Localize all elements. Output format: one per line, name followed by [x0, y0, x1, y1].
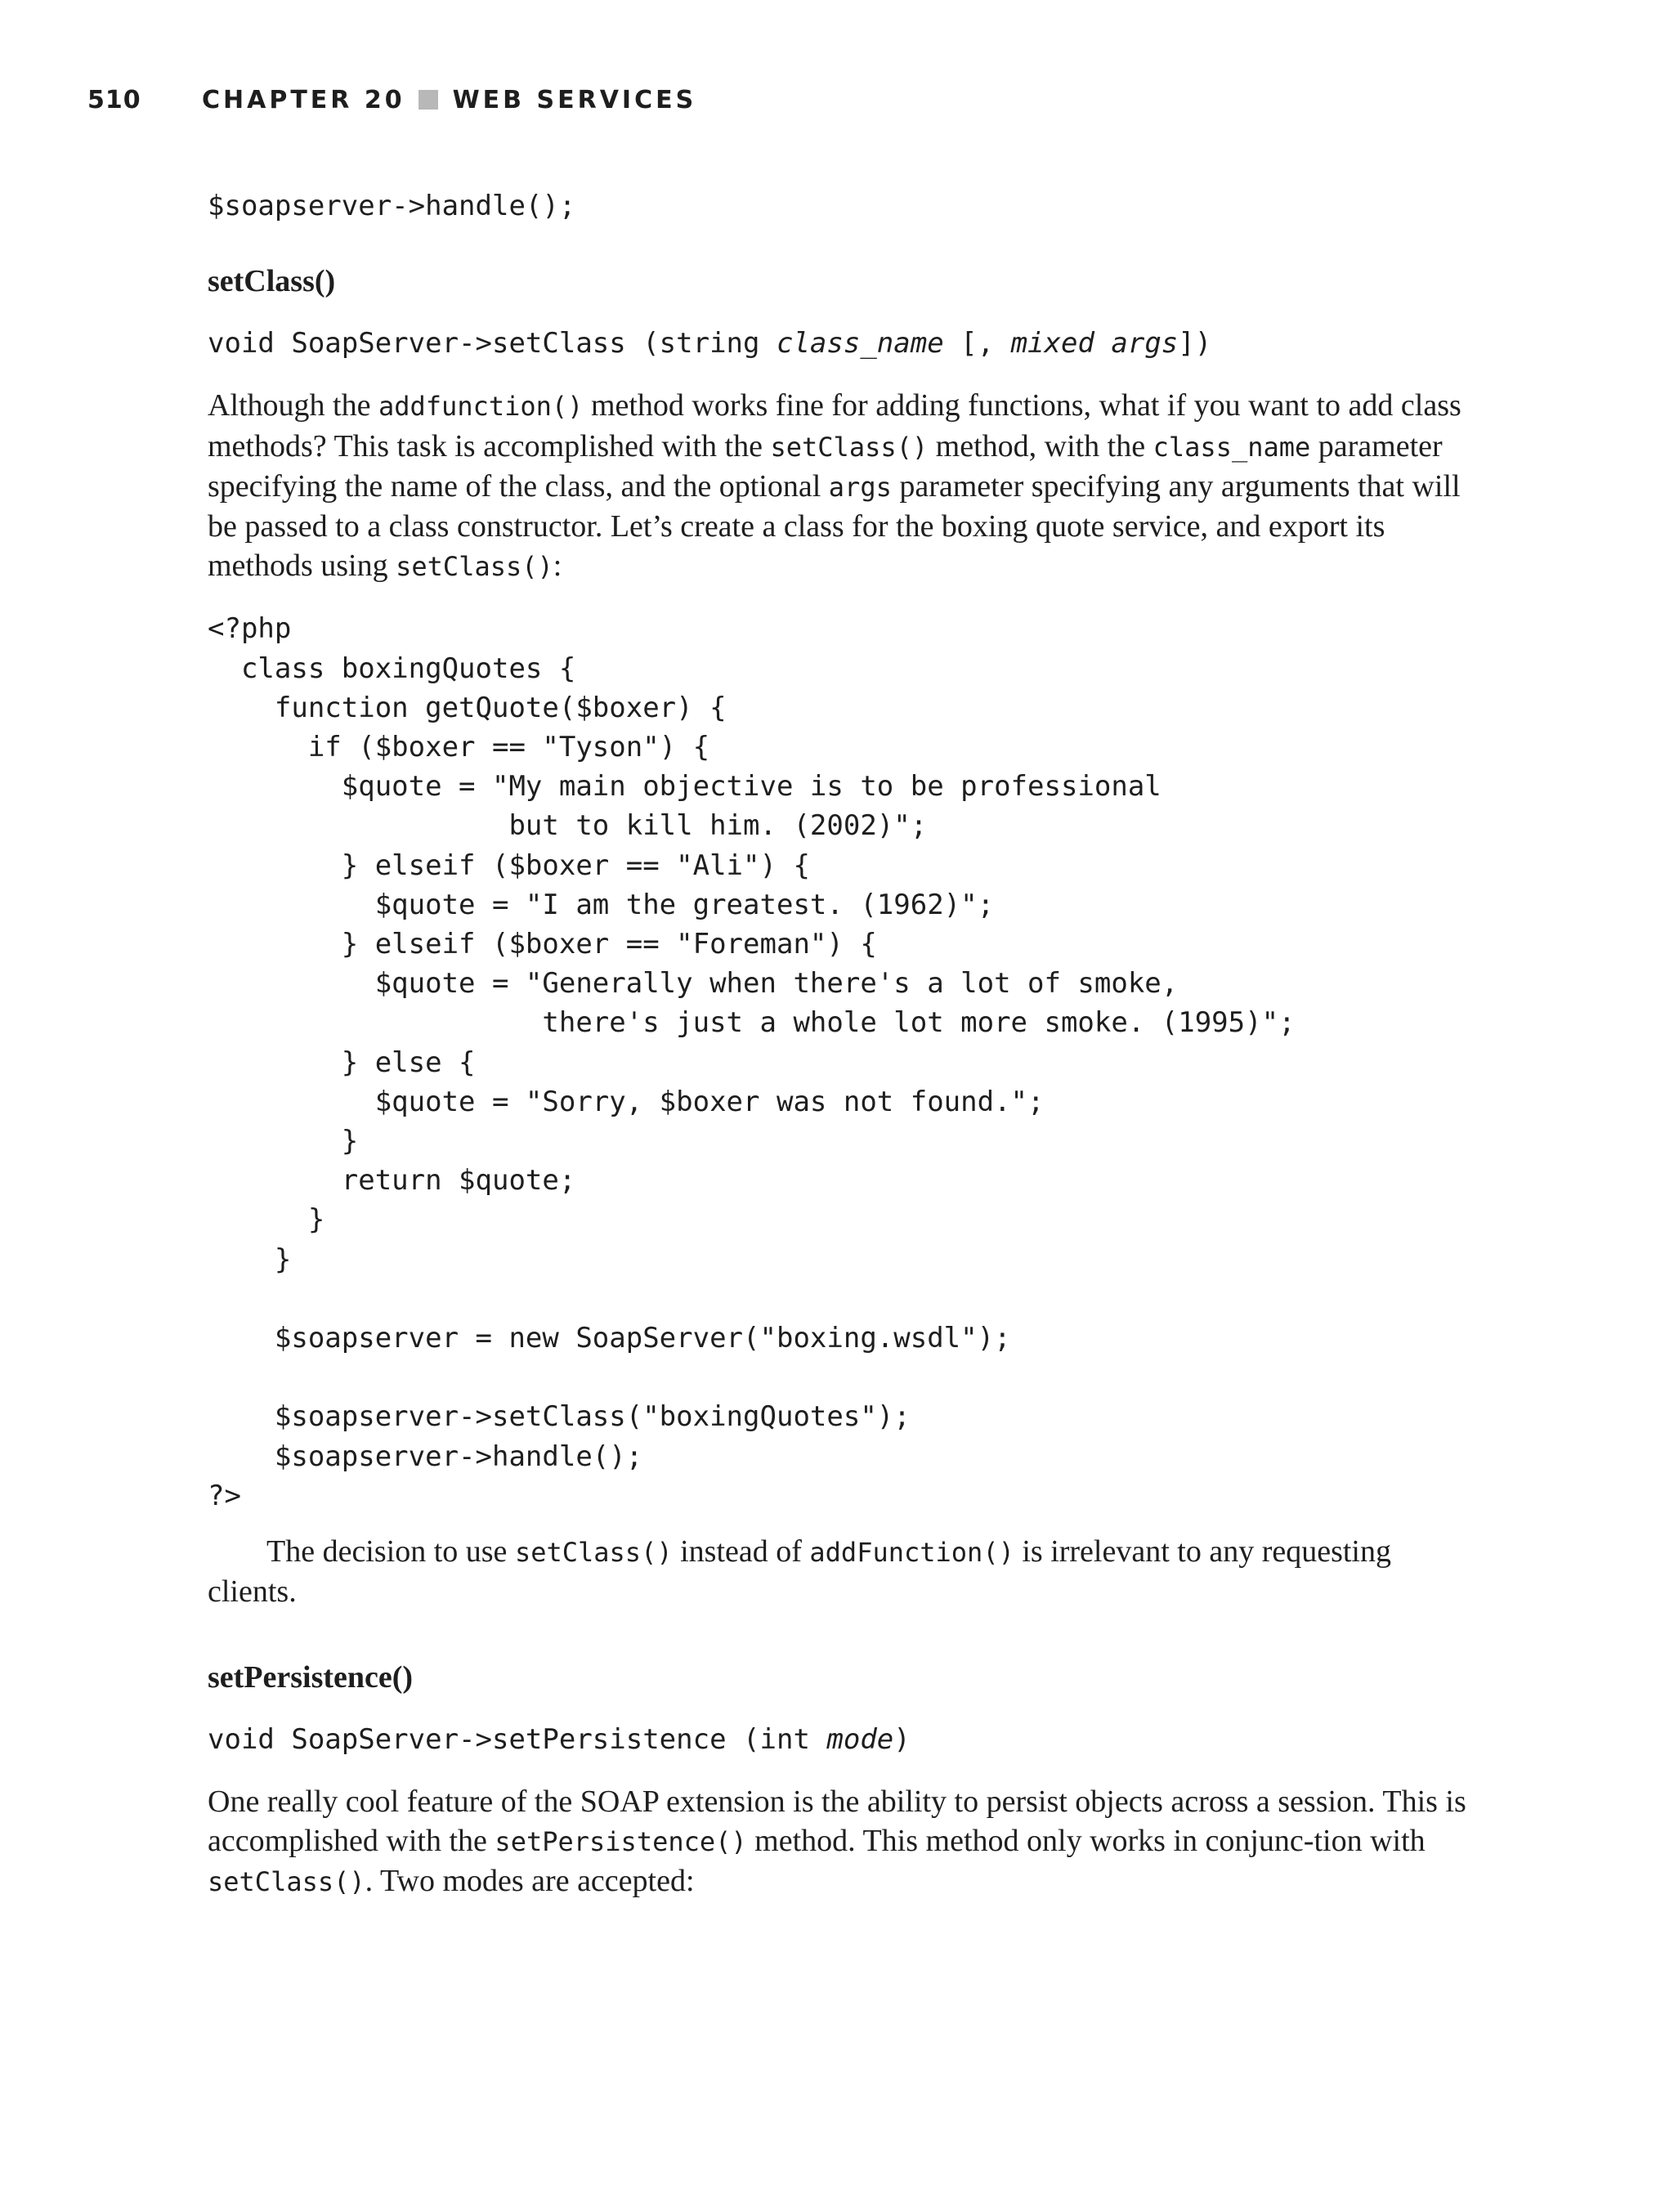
text-run: parameter specifying any arguments that will be passed to a class constructor. Let’s create a class for the boxing quote service, and export its methods using [208, 468, 1461, 584]
setpersistence-heading: setPersistence() [208, 1659, 414, 1695]
setclass-description [208, 386, 1483, 586]
square-separator-icon [418, 90, 438, 110]
signature-prefix: void SoapServer->setClass (string [208, 327, 777, 360]
text-run: . Two modes are accepted: [365, 1864, 695, 1899]
setclass-signature [208, 324, 1483, 363]
signature-suffix: ) [893, 1722, 911, 1756]
setpersistence-signature [208, 1720, 1483, 1759]
text-run: The decision to use [266, 1534, 515, 1569]
inline-code: args [828, 471, 892, 503]
inline-code: setClass() [208, 1866, 365, 1898]
section-title: WEB SERVICES [452, 85, 697, 114]
signature-mid: [, [943, 327, 1011, 360]
setclass-decision-paragraph [208, 1532, 1483, 1611]
inline-code: setClass() [514, 1537, 673, 1569]
text-run: is irrelevant to any requesting clients. [208, 1534, 1391, 1610]
inline-code: class_name [1153, 431, 1311, 463]
text-run: method works fine for adding functions, what if you want to add class methods? This task is accomplished with the [208, 388, 1461, 463]
text-run: parameter specifying the name of the class, and the optional [208, 428, 1443, 504]
text-run: method, with the [928, 428, 1153, 463]
text-run: One really cool feature of the SOAP extension is the ability to persist objects across a session. This is accomplished with the [208, 1784, 1466, 1858]
signature-suffix: ]) [1178, 327, 1212, 360]
text-run: Although the [208, 388, 378, 423]
page-number: 510 [87, 85, 141, 114]
inline-code: setClass() [396, 551, 553, 583]
code-handle-call: $soapserver->handle(); [208, 190, 576, 222]
signature-param-args: mixed args [1010, 327, 1179, 360]
chapter-label: CHAPTER 20 [202, 85, 405, 114]
boxing-quotes-code-listing: <?php class boxingQuotes { function getQuote($boxer) { if ($boxer == "Tyson") { $quote = "My main objective is to be professional but to kill him. (2002)"; } elseif ($boxer == "Ali") { $quote = "I am the greatest. (1962)"; } elseif ($boxer == "Foreman") { $quote = "Generally when there's a lot of smoke, there's just a whole lot more smoke. (1995)"; } else { $quote = "Sorry, $boxer was not found."; } return $quote; } } $soapserver = new SoapServer("boxing.wsdl"); $soapserver->setClass("boxingQuotes"); $soapserver->handle(); ?> [208, 612, 1296, 1512]
setclass-heading: setClass() [208, 264, 336, 299]
text-run: instead of [672, 1534, 810, 1569]
inline-code: setClass() [770, 431, 929, 463]
setpersistence-description [208, 1782, 1483, 1902]
inline-code: addFunction() [809, 1537, 1014, 1569]
text-run: method. This method only works in conjunc-tion with [746, 1823, 1426, 1858]
running-header [87, 82, 696, 118]
signature-prefix: void SoapServer->setPersistence (int [208, 1722, 827, 1756]
inline-code: setPersistence() [495, 1825, 747, 1857]
text-run: : [553, 549, 562, 584]
signature-param-class-name: class_name [776, 327, 944, 360]
inline-code: addfunction() [378, 391, 584, 423]
signature-param-mode: mode [826, 1722, 894, 1756]
page-body [208, 186, 1483, 1901]
